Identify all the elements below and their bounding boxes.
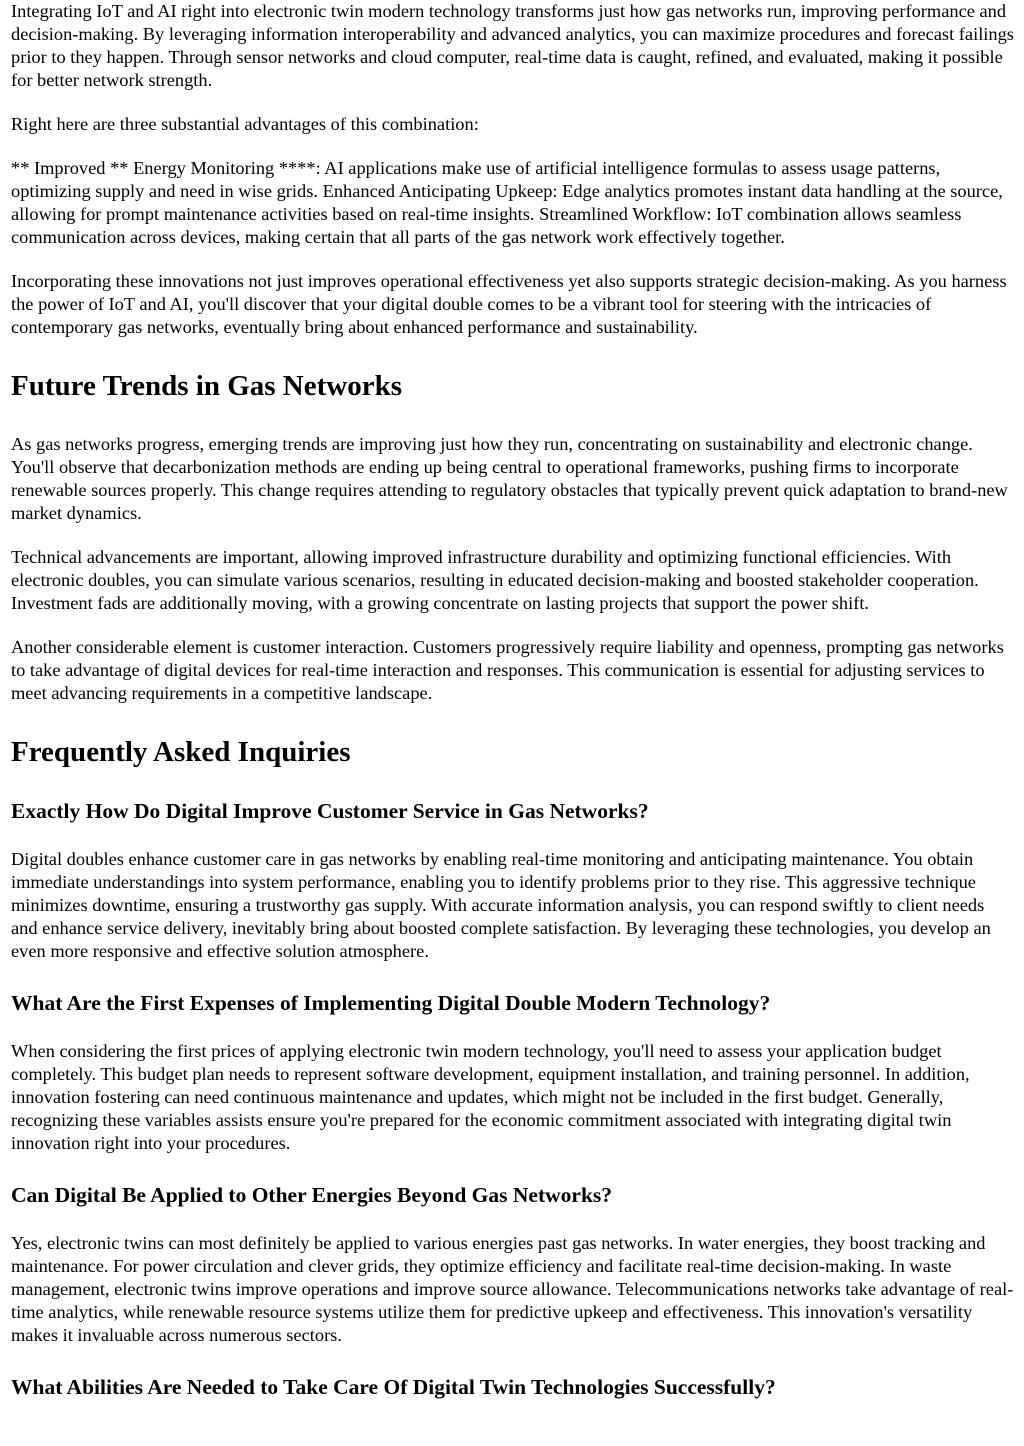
faq-item [11,991,1014,1155]
future-trends-heading: Future Trends in Gas Networks [11,370,403,402]
faq-answer: When considering the first prices of applying electronic twin modern technology, you'll need to assess your application budget completely. This budget plan needs to represent software development, equipment installation, and training personnel. In addition, innovation fostering can need continuous maintenance and updates, which might not be included in the first budget. Generally, recognizing these variables assists ensure you're prepared for the economic commitment associated with integrating digital twin innovation right into your procedures. [11,1041,970,1153]
faq-question: Exactly How Do Digital Improve Customer Service in Gas Networks? [11,799,649,823]
faq-item [11,1183,1014,1347]
faq-item [11,799,1014,963]
faq-question: What Are the First Expenses of Implementing Digital Double Modern Technology? [11,991,771,1015]
intro-paragraph-2: Right here are three substantial advantages of this combination: [11,114,479,134]
intro-paragraph-4: Incorporating these innovations not just improves operational effectiveness yet also supports strategic decision-making. As you harness the power of IoT and AI, you'll discover that your digital double comes to be a vibrant tool for steering with the intricacies of contemporary gas networks, eventually bring about enhanced performance and sustainability. [11,271,1007,337]
faq-answer: Digital doubles enhance customer care in gas networks by enabling real-time monitoring and anticipating maintenance. You obtain immediate understandings into system performance, enabling you to identify problems prior to they rise. This aggressive technique minimizes downtime, ensuring a trustworthy gas supply. With accurate information analysis, you can respond swiftly to client needs and enhance service delivery, inevitably bring about boosted complete satisfaction. By leveraging these technologies, you develop an even more responsive and effective solution atmosphere. [11,849,991,961]
intro-paragraph-1: Integrating IoT and AI right into electronic twin modern technology transforms just how gas networks run, improving performance and decision-making. By leveraging information interoperability and advanced analytics, you can maximize procedures and forecast failings prior to they happen. Through sensor networks and cloud computer, real-time data is caught, refined, and evaluated, making it possible for better network strength. [11,1,1014,90]
faq-heading: Frequently Asked Inquiries [11,736,351,768]
faq-question: Can Digital Be Applied to Other Energies Beyond Gas Networks? [11,1183,613,1207]
future-trends-paragraph-3: Another considerable element is customer interaction. Customers progressively require liability and openness, prompting gas networks to take advantage of digital devices for real-time interaction and responses. This communication is essential for adjusting services to meet advancing requirements in a competitive landscape. [11,637,1004,703]
faq-item [11,1375,1014,1400]
faq-answer: Yes, electronic twins can most definitely be applied to various energies past gas networks. In water energies, they boost tracking and maintenance. For power circulation and clever grids, they optimize efficiency and facilitate real-time decision-making. In waste management, electronic twins improve operations and improve source allowance. Telecommunications networks take advantage of real-time analytics, while renewable resource systems utilize them for predictive upkeep and effectiveness. This innovation's versatility makes it invaluable across numerous sectors. [11,1233,1014,1345]
future-trends-paragraph-2: Technical advancements are important, allowing improved infrastructure durability and optimizing functional efficiencies. With electronic doubles, you can simulate various scenarios, resulting in educated decision-making and boosted stakeholder cooperation. Investment fads are additionally moving, with a growing concentrate on lasting projects that support the power shift. [11,547,979,613]
future-trends-paragraph-1: As gas networks progress, emerging trends are improving just how they run, concentrating on sustainability and electronic change. You'll observe that decarbonization methods are ending up being central to operational frameworks, pushing firms to incorporate renewable sources properly. This change requires attending to regulatory obstacles that typically prevent quick adaptation to brand-new market dynamics. [11,434,1008,523]
intro-paragraph-3: ** Improved ** Energy Monitoring ****: AI applications make use of artificial intelligence formulas to assess usage patterns, optimizing supply and need in wise grids. Enhanced Anticipating Upkeep: Edge analytics promotes instant data handling at the source, allowing for prompt maintenance activities based on real-time insights. Streamlined Workflow: IoT combination allows seamless communication across devices, making certain that all parts of the gas network work effectively together. [11,158,1003,247]
faq-question: What Abilities Are Needed to Take Care Of Digital Twin Technologies Successfully? [11,1375,776,1399]
